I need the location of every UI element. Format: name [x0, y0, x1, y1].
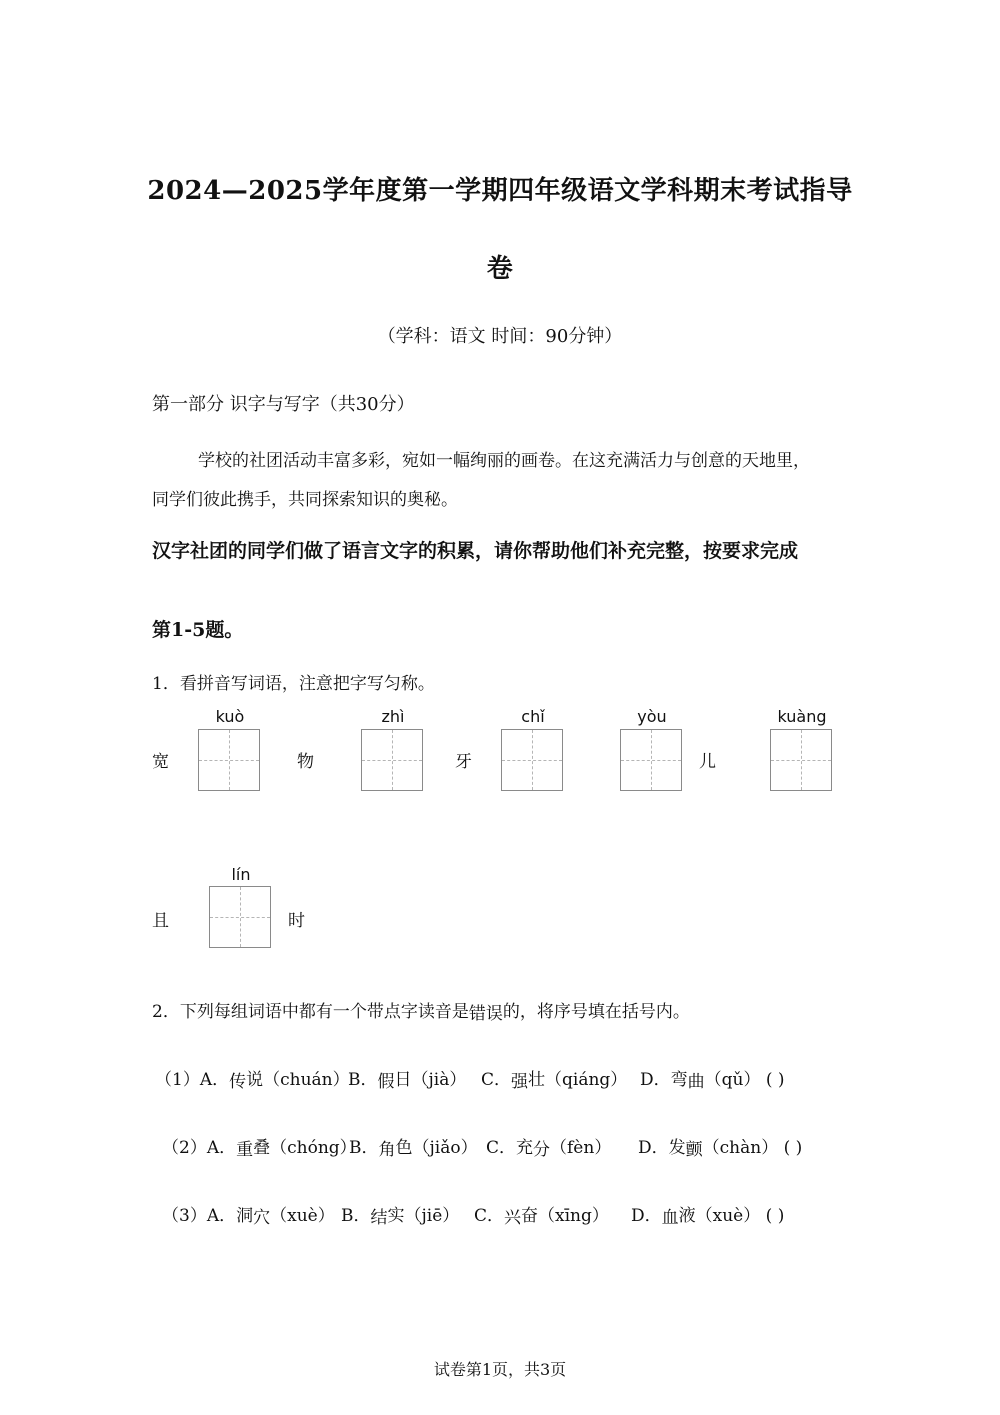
q2-row3-d — [631, 1201, 784, 1226]
q2-prompt-emphasis: 错误 — [468, 1004, 503, 1024]
q2-row3-d-label: D． — [631, 1206, 662, 1226]
q2-row2-b-pinyin: （jiǎo） — [412, 1138, 478, 1158]
q2-row2-d-label: D． — [638, 1138, 669, 1158]
q2-row2-b-char: 色 — [395, 1138, 413, 1158]
q2-row3-b-pinyin: （jiē） — [404, 1206, 460, 1226]
q2-row1-a-char: 说 — [246, 1070, 264, 1090]
page-footer: 试卷第1页，共3页 — [433, 1360, 567, 1379]
q2-row1-b-label: B． — [348, 1070, 378, 1090]
q2-row3-d-char: 液 — [678, 1206, 696, 1226]
q2-row2-b — [349, 1133, 478, 1158]
q2-row2-d — [638, 1133, 802, 1158]
q2-row3-b — [341, 1201, 459, 1226]
q1-item2-pinyin: zhì — [381, 707, 405, 726]
q1-item6-before: 且 — [152, 911, 169, 931]
task-line-1: 汉字社团的同学们做了语言文字的积累，请你帮助他们补充完整，按要求完成 — [152, 540, 799, 562]
q1-item4-writing-grid[interactable] — [620, 729, 682, 791]
q2-row3-num: （3） — [162, 1206, 207, 1226]
q2-row1-d-dotted-char: 曲 — [687, 1072, 705, 1092]
page-subtitle: （学科：语文 时间：90分钟） — [377, 326, 623, 347]
q1-item2-writing-grid[interactable] — [361, 729, 423, 791]
q2-row2-a-char: 叠 — [253, 1138, 271, 1158]
q2-row2-d-char: 发 — [668, 1138, 686, 1158]
q2-row1-c-char: 壮 — [528, 1070, 546, 1090]
q2-row2-a-label: A． — [206, 1138, 237, 1158]
q2-row3-b-label: B． — [341, 1206, 371, 1226]
q2-row3-b-char: 实 — [387, 1206, 405, 1226]
q2-row3-a-dotted-char: 穴 — [253, 1208, 271, 1228]
q2-row2-b-dotted-char: 角 — [378, 1140, 396, 1160]
q1-item5-pinyin: kuàng — [777, 707, 827, 726]
q2-row3-answer-blank[interactable]: ( ) — [765, 1206, 785, 1226]
intro-line-2: 同学们彼此携手，共同探索知识的奥秘。 — [152, 490, 458, 510]
q2-row1-d — [640, 1065, 785, 1090]
part1-heading: 第一部分 识字与写字（共30分） — [152, 394, 415, 415]
q1-item6-pinyin: lín — [231, 865, 251, 884]
q2-row3-c-pinyin: （xīng） — [538, 1206, 609, 1226]
q1-item3-before: 牙 — [455, 752, 472, 772]
q2-row2-c-dotted-char: 分 — [533, 1140, 551, 1160]
q1-item4-after: 儿 — [699, 752, 716, 772]
q2-row2-b-label: B． — [349, 1138, 379, 1158]
q2-row1-b-dotted-char: 假 — [377, 1072, 395, 1092]
q2-row1-c — [481, 1065, 627, 1090]
q2-row3-c — [474, 1201, 609, 1226]
page-title-line1: 2024—2025学年度第一学期四年级语文学科期末考试指导 — [147, 176, 853, 206]
q2-row1-c-dotted-char: 强 — [511, 1072, 529, 1092]
q1-item3-writing-grid[interactable] — [501, 729, 563, 791]
page-title-line2: 卷 — [486, 254, 514, 284]
q2-row1-b-char: 日 — [394, 1070, 412, 1090]
task-line-2: 第1-5题。 — [152, 619, 244, 641]
q2-row1-d-char: 弯 — [670, 1070, 688, 1090]
q1-item1-pinyin: kuò — [215, 707, 245, 726]
q2-row1-c-pinyin: （qiáng） — [545, 1070, 628, 1090]
q1-item1-before: 宽 — [152, 752, 169, 772]
q2-row1-a-dotted-char: 传 — [229, 1072, 247, 1092]
q2-row2-c — [486, 1133, 611, 1158]
q2-row2-answer-blank[interactable]: ( ) — [783, 1138, 803, 1158]
q2-row1-b — [348, 1065, 466, 1090]
q2-row1-d-label: D． — [640, 1070, 671, 1090]
q2-row3-a-char: 洞 — [236, 1206, 254, 1226]
q2-row2-c-pinyin: （fèn） — [550, 1138, 612, 1158]
q1-item2-before: 物 — [297, 752, 314, 772]
q2-prompt-part1: 2．下列每组词语中都有一个带点字读音是 — [152, 1002, 469, 1022]
q2-row3-a-label: A． — [206, 1206, 237, 1226]
q2-prompt — [152, 997, 690, 1022]
q2-row3-c-char: 奋 — [521, 1206, 539, 1226]
q2-row2-c-char: 充 — [516, 1138, 534, 1158]
q2-row1-d-pinyin: （qǔ） — [704, 1070, 761, 1090]
q2-row1-num: （1） — [155, 1070, 200, 1090]
q1-item6-writing-grid[interactable] — [209, 886, 271, 948]
q2-row1-a-pinyin: （chuán） — [263, 1070, 350, 1090]
q2-row2 — [162, 1133, 357, 1158]
q1-item5-writing-grid[interactable] — [770, 729, 832, 791]
q1-item4-pinyin: yòu — [637, 707, 667, 726]
q2-row1-c-label: C． — [481, 1070, 512, 1090]
q2-row2-num: （2） — [162, 1138, 207, 1158]
q2-row2-d-pinyin: （chàn） — [702, 1138, 779, 1158]
q2-row1 — [155, 1065, 350, 1090]
q2-row1-a-label: A． — [199, 1070, 230, 1090]
q2-row2-a-dotted-char: 重 — [236, 1140, 254, 1160]
q2-row2-a-pinyin: （chóng） — [270, 1138, 357, 1158]
q2-row1-answer-blank[interactable]: ( ) — [765, 1070, 785, 1090]
q2-row3 — [162, 1201, 335, 1226]
q1-item1-writing-grid[interactable] — [198, 729, 260, 791]
q2-row2-c-label: C． — [486, 1138, 517, 1158]
q2-row3-c-label: C． — [474, 1206, 505, 1226]
q1-item3-pinyin: chǐ — [521, 707, 545, 726]
q1-item6-after: 时 — [288, 911, 305, 931]
q2-row3-d-pinyin: （xuè） — [695, 1206, 761, 1226]
q2-row3-d-dotted-char: 血 — [661, 1208, 679, 1228]
q2-row1-b-pinyin: （jià） — [411, 1070, 467, 1090]
q2-row3-a-pinyin: （xuè） — [270, 1206, 335, 1226]
q2-row3-c-dotted-char: 兴 — [504, 1208, 522, 1228]
intro-line-1: 学校的社团活动丰富多彩，宛如一幅绚丽的画卷。在这充满活力与创意的天地里， — [198, 451, 810, 471]
q2-row2-d-dotted-char: 颤 — [685, 1140, 703, 1160]
q2-row3-b-dotted-char: 结 — [370, 1208, 388, 1228]
q1-prompt: 1．看拼音写词语，注意把字写匀称。 — [152, 674, 435, 694]
q2-prompt-part2: 的，将序号填在括号内。 — [502, 1002, 690, 1022]
